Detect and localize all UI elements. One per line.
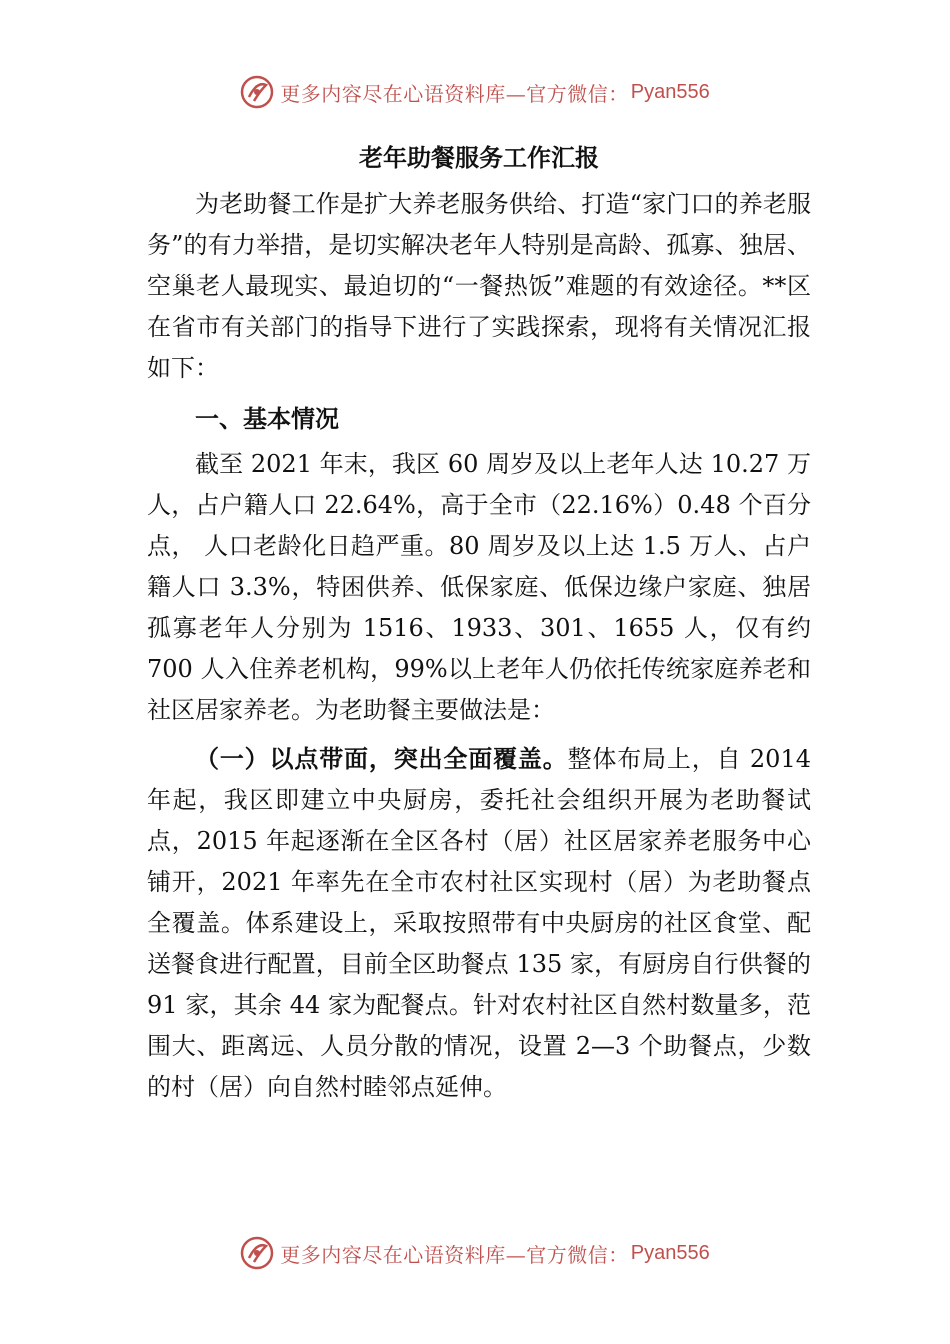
watermark-wechat: Pyan556 — [630, 80, 710, 103]
item-paragraph — [147, 739, 811, 1108]
document-body — [147, 140, 811, 1108]
watermark-text: 更多内容尽在心语资料库—官方微信： — [280, 81, 629, 106]
item-body: 整体布局上，自 2014 年起，我区即建立中央厨房，委托社会组织开展为老助餐试点，2015 年起逐渐在全区各村（居）社区居家养老服务中心铺开，2021 年率先在全市农村社区实现村（居）为老助餐点全覆盖。体系建设上，采取按照带有中央厨房的社区食堂、配送餐食进行配置，目前全区助餐点 135 家，有厨房自行供餐的 91 家，其余 44 家为配餐点。针对农村社区自然村数量多，范围大、距离远、人员分散的情况，设置 2—3 个助餐点，少数的村（居）向自然村睦邻点延伸。 — [147, 745, 811, 1101]
document-title: 老年助餐服务工作汇报 — [359, 144, 599, 172]
watermark-logo-icon — [240, 75, 274, 109]
watermark-banner-bottom — [0, 1233, 950, 1273]
section-paragraph: 截至 2021 年末，我区 60 周岁及以上老年人达 10.27 万人，占户籍人口 22.64%，高于全市（22.16%）0.48 个百分点， 人口老龄化日趋严重。80 周岁及以上达 1.5 万人、占户籍人口 3.3%，特困供养、低保家庭、低保边缘户家庭、独居孤寡老年人分别为 1516、1933、301、1655 人，仅有约 700 人入住养老机构，99%以上老年人仍依托传统家庭养老和社区居家养老。为老助餐主要做法是： — [147, 450, 811, 724]
watermark-banner-top — [0, 72, 950, 112]
watermark-wechat: Pyan556 — [630, 1241, 710, 1264]
watermark-text: 更多内容尽在心语资料库—官方微信： — [280, 1242, 629, 1267]
item-lead: （一）以点带面，突出全面覆盖。 — [195, 745, 568, 773]
watermark-logo-icon — [240, 1236, 274, 1270]
section-heading: 一、基本情况 — [195, 405, 339, 433]
intro-paragraph: 为老助餐工作是扩大养老服务供给、打造“家门口的养老服务”的有力举措，是切实解决老年人特别是高龄、孤寡、独居、空巢老人最现实、最迫切的“一餐热饭”难题的有效途径。**区在省市有关部门的指导下进行了实践探索，现将有关情况汇报如下： — [147, 190, 811, 382]
